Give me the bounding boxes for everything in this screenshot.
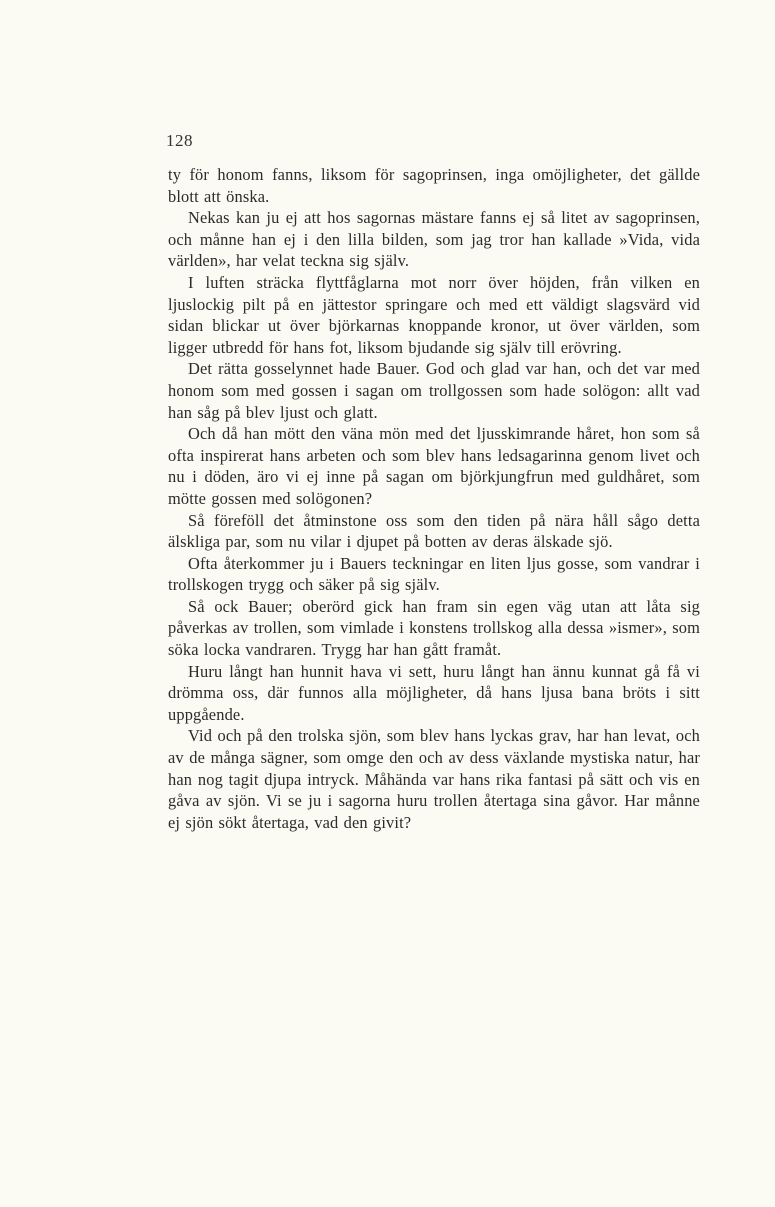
page-number: 128 xyxy=(166,131,193,150)
paragraph: Det rätta gosselynnet hade Bauer. God och glad var han, och det var med honom som med gossen i sagan om trollgossen som hade solögon: allt vad han såg på blev ljust och glatt. xyxy=(168,359,700,422)
paragraph: Och då han mött den väna mön med det ljusskimrande håret, hon som så ofta inspirerat hans arbeten och som blev hans ledsagarinna genom livet och nu i döden, äro vi ej inne på sagan om björkjungfrun med guldhåret, som mötte gossen med solögonen? xyxy=(168,424,700,508)
paragraph: Så föreföll det åtminstone oss som den tiden på nära håll sågo detta älskliga par, som nu vilar i djupet på botten av deras älskade sjö. xyxy=(168,510,700,552)
paragraph: Ofta återkommer ju i Bauers teckningar en liten ljus gosse, som vandrar i trollskogen trygg och säker på sig själv. xyxy=(168,553,700,595)
paragraph: ty för honom fanns, liksom för sagoprinsen, inga omöjligheter, det gällde blott att önska. xyxy=(168,165,700,206)
paragraph: Nekas kan ju ej att hos sagornas mästare fanns ej så litet av sagoprinsen, och månne han ej i den lilla bilden, som jag tror han kallade »Vida, vida världen», har velat teckna sig själv. xyxy=(168,208,700,271)
paragraph: Huru långt han hunnit hava vi sett, huru långt han ännu kunnat gå få vi drömma oss, där funnos alla möjligheter, då hans ljusa bana bröts i sitt uppgående. xyxy=(168,661,700,724)
body-text xyxy=(168,164,700,833)
paragraph: Så ock Bauer; oberörd gick han fram sin egen väg utan att låta sig påverkas av trollen, som vimlade i konstens trollskog alla dessa »ismer», som söka locka vandraren. Trygg har han gått framåt. xyxy=(168,596,700,660)
paragraph: I luften sträcka flyttfåglarna mot norr över höjden, från vilken en ljuslockig pilt på en jättestor springare och med ett väldigt slagsvärd vid sidan blickar ut över björkarnas knoppande kronor, ut över världen, som ligger utbredd för hans fot, liksom bjudande sig själv till erövring. xyxy=(168,272,700,357)
paragraph: Vid och på den trolska sjön, som blev hans lyckas grav, har han levat, och av de många sägner, som omge den och av dess växlande mystiska natur, har han nog tagit djupa intryck. Måhända var hans rika fantasi på sätt och vis en gåva av sjön. Vi se ju i sagorna huru trollen återtaga sina gåvor. Har månne ej sjön sökt återtaga, vad den givit? xyxy=(168,726,700,832)
